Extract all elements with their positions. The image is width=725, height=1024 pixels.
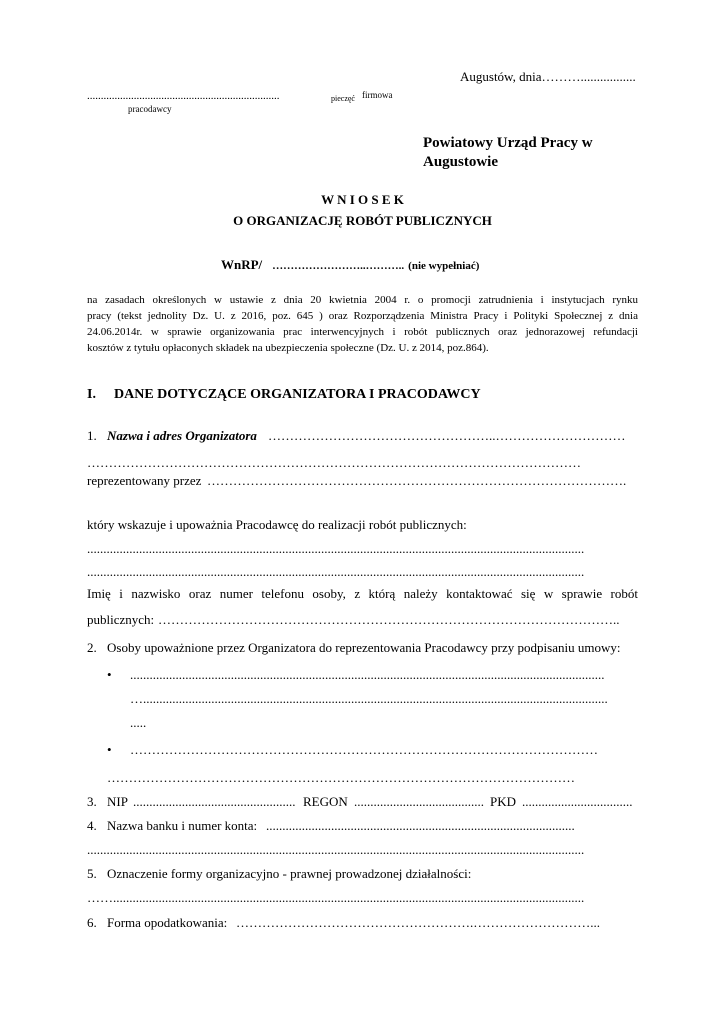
authorized-person-1-field-2[interactable]: …............................................................................................................................................... [130, 691, 608, 706]
taxation-field[interactable]: ……………………………………………….………………………... [236, 915, 600, 930]
represented-label: reprezentowany przez [87, 473, 202, 488]
intro-line: kosztów z tytułu opłaconych składek na ubezpieczenia społeczne (Dz. U. z 2014, poz.864). [87, 342, 489, 354]
item-2-label: Osoby upoważnione przez Organizatora do reprezentowania Pracodawcy przy podpisaniu umowy: [107, 640, 621, 655]
authorized-person-2-field-2[interactable]: ……………………………………………………………………………………………… [107, 770, 575, 785]
regon-field[interactable]: ........................................ [354, 794, 484, 809]
item-2-number: 2. [87, 640, 97, 655]
section-heading: DANE DOTYCZĄCE ORGANIZATORA I PRACODAWCY [114, 387, 481, 402]
intro-line: 24.06.2014r. w sprawie organizowania prac interwencyjnych i robót publicznych oraz jednorazowej refundacji [87, 326, 638, 338]
indicates-label: który wskazuje i upoważnia Pracodawcę do realizacji robót publicznych: [87, 517, 467, 532]
intro-paragraph [87, 292, 638, 356]
pkd-field[interactable]: .................................. [522, 794, 633, 809]
stamp-label-1: pieczęć [331, 94, 355, 103]
place-date: Augustów, dnia………................. [460, 69, 636, 84]
authorized-person-1-field-3[interactable]: ..... [130, 715, 147, 730]
represented-field[interactable]: ……………………………………………………………………………………. [207, 473, 627, 488]
contact-field[interactable]: …………………………………………………………………………………………….. [158, 612, 620, 627]
legal-form-field[interactable]: ……................................................................................................................................................. [87, 890, 585, 905]
nip-label: NIP [107, 794, 128, 809]
reference-label: WnRP/ [221, 257, 263, 272]
document-title: W N I O S E K [321, 192, 404, 207]
reference-line [221, 256, 479, 274]
item-3-number: 3. [87, 794, 97, 809]
stamp-label-3: pracodawcy [128, 104, 172, 114]
contact-label: Imię i nazwisko oraz numer telefonu osoby, z którą należy kontaktować się w sprawie robót [87, 586, 638, 601]
addressee-line-1: Powiatowy Urząd Pracy w [423, 135, 593, 151]
bank-account-field-2[interactable]: ......................................................................................................................................................... [87, 842, 585, 857]
indicates-field-2[interactable]: ......................................................................................................................................................... [87, 564, 585, 579]
stamp-dots: ...................................................................... [87, 90, 280, 102]
indicates-field-1[interactable]: ......................................................................................................................................................... [87, 541, 585, 556]
legal-form-label: Oznaczenie formy organizacyjno - prawnej prowadzonej działalności: [107, 866, 472, 881]
organizer-address-field[interactable]: …………………………………………………………………………………………………… [87, 455, 581, 470]
reference-dots[interactable]: ……………………..……….. [272, 260, 405, 272]
addressee-line-2: Augustowie [423, 154, 499, 170]
bullet-1: • [107, 667, 112, 682]
regon-label: REGON [303, 794, 348, 809]
item-4-number: 4. [87, 818, 97, 833]
contact-label-2: publicznych: [87, 612, 155, 627]
authorized-person-2-field[interactable]: ……………………………………………………………………………………………… [130, 742, 598, 757]
nip-field[interactable]: .................................................. [133, 794, 296, 809]
item-1-number: 1. [87, 428, 97, 443]
item-5-number: 5. [87, 866, 97, 881]
section-number: I. [87, 387, 96, 402]
bullet-2: • [107, 742, 112, 757]
organizer-name-field[interactable]: ……………………………………………..………………………… [268, 428, 626, 443]
bank-label: Nazwa banku i numer konta: [107, 818, 258, 833]
authorized-person-1-field[interactable]: .................................................................................................................................................. [130, 667, 605, 682]
intro-line: na zasadach określonych w ustawie z dnia 20 kwietnia 2004 r. o promocji zatrudnienia i instytucjach rynku [87, 294, 638, 306]
stamp-label-2: firmowa [362, 90, 393, 100]
document-subtitle: O ORGANIZACJĘ ROBÓT PUBLICZNYCH [233, 213, 492, 228]
taxation-label: Forma opodatkowania: [107, 915, 228, 930]
item-6-number: 6. [87, 915, 97, 930]
bank-account-field[interactable]: ............................................................................................... [266, 818, 575, 833]
item-1-label: Nazwa i adres Organizatora [107, 428, 257, 443]
intro-line: pracy (tekst jednolity Dz. U. z 2016, poz. 645 ) oraz Rozporządzenia Ministra Pracy i Polityki Społecznej z dnia [87, 310, 638, 322]
reference-note: (nie wypełniać) [408, 260, 480, 272]
pkd-label: PKD [490, 794, 517, 809]
